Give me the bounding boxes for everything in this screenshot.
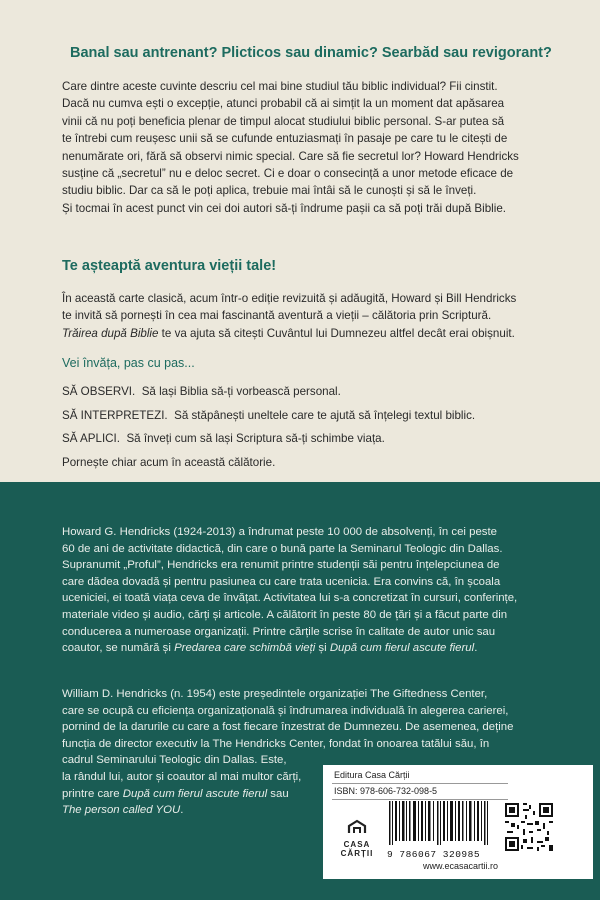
publisher-website: www.ecasacartii.ro <box>423 861 499 871</box>
item-text: Să lași Biblia să-ți vorbească personal. <box>141 385 341 398</box>
text-line: 60 de ani de activitate didactică, din care o bună parte la Seminarul Teologic din Dallas. <box>62 542 503 555</box>
book-title: Trăirea după Biblie <box>62 326 159 340</box>
text-line: funcția de director executiv la The Hendricks Center, fondat în onoarea tatălui său, în <box>62 737 490 750</box>
list-item <box>62 427 582 451</box>
learn-list <box>62 380 582 474</box>
text-line: cadrul Seminarului Teologic din Dallas. Este, <box>62 754 287 767</box>
text-span: . <box>474 642 478 655</box>
text-line: vinii că nu poți beneficia plenar de timpul alocat studiului biblic personal. S-ar putea să <box>62 114 505 128</box>
book-title: După cum fierul ascute fierul <box>329 642 475 655</box>
list-item <box>62 404 582 428</box>
text-span: sau <box>267 787 289 800</box>
text-line: materiale video și audio, cărți și articole. A călătorit în peste 80 de țări și a făcut parte din <box>62 608 508 621</box>
text-line: te întrebi cum reușesc unii să se cufunde entuziasmați în pasaje pe care tu le citești de <box>62 132 508 146</box>
logo-line: CĂRȚII <box>340 849 374 858</box>
text-line: studiu biblic. Dar ca să le poți aplica, trebuie mai întâi să le cunoști și să le înveți. <box>62 184 477 198</box>
text-line: susține că „secretul” nu e deloc secret. Ci e doar o consecință a unor metode eficace de <box>62 167 514 181</box>
text-span: printre care <box>62 787 123 800</box>
adventure-paragraph <box>62 290 582 342</box>
barcode <box>387 801 497 860</box>
text-line: Dacă nu cumva ești o excepție, atunci probabil că ai simțit la un moment dat apăsarea <box>62 97 505 111</box>
learn-subheading: Vei învăța, pas cu pas... <box>62 356 195 370</box>
text-line <box>62 640 587 657</box>
publisher-info <box>332 768 508 800</box>
text-line: Supranumit „Proful”, Hendricks era renumit printre studenții săi pentru înțelepciunea de <box>62 559 500 572</box>
text-line: la rândul lui, autor și coautor al mai multor cărți, <box>62 770 302 783</box>
item-label: SĂ OBSERVI. <box>62 385 136 398</box>
text-span: te va ajuta să citești Cuvântul lui Dumnezeu altfel decât erai obișnuit. <box>158 326 515 340</box>
text-line: Care dintre aceste cuvinte descriu cel mai bine studiul tău biblic individual? Fii cinstit. <box>62 80 498 93</box>
book-title: Predarea care schimbă vieți <box>174 642 316 655</box>
house-logo-icon <box>346 819 368 835</box>
text-line: te invită să pornești în cea mai fascinantă aventură a vieții – călătoria prin Scriptură. <box>62 309 492 323</box>
text-line: conducerea a numeroase organizații. Printre cărțile scrise în calitate de autor unic sau <box>62 625 496 638</box>
book-title: The person called YOU <box>62 804 181 817</box>
item-label: SĂ INTERPRETEZI. <box>62 408 168 422</box>
text-line: Howard G. Hendricks (1924-2013) a îndrumat peste 10 000 de absolvenți, în cei peste <box>62 526 497 538</box>
logo-line: CASA <box>343 840 371 849</box>
adventure-heading: Te așteaptă aventura vieții tale! <box>62 258 277 274</box>
publisher-logo <box>329 819 385 858</box>
text-span: . <box>180 804 184 817</box>
isbn-number: ISBN: 978-606-732-098-5 <box>332 784 508 800</box>
text-line: Și tocmai în acest punct vin cei doi autori să-ți îndrume pașii ca să poți trăi după Biblie. <box>62 201 507 215</box>
text-span: și <box>315 642 330 655</box>
list-item <box>62 380 582 404</box>
isbn-box <box>323 765 593 879</box>
item-text: Să înveți cum să lași Scriptura să-ți schimbe viața. <box>126 432 385 445</box>
item-text: Să stăpânești uneltele care te ajută să înțelegi textul biblic. <box>174 408 476 422</box>
text-line <box>62 325 582 342</box>
text-line: William D. Hendricks (n. 1954) este președintele organizației The Giftedness Center, <box>62 688 488 700</box>
intro-paragraph <box>62 78 582 217</box>
text-span: coautor, se numără și <box>62 642 175 655</box>
barcode-digits: 9 786067 320985 <box>387 849 481 860</box>
barcode-icon <box>387 801 497 845</box>
text-line: care se ocupă cu eficiența organizațională și îndrumarea individuală în alegerea carierei, <box>62 704 509 717</box>
closing-line: Pornește chiar acum în această călătorie. <box>62 455 276 469</box>
bio-howard <box>62 524 587 657</box>
book-title: După cum fierul ascute fierul <box>122 787 268 800</box>
text-line: uceniciei, ei toată viața ceva de învățat. Activitatea lui s-a concretizat în cursuri, conferințe, <box>62 592 518 605</box>
publisher-name: Editura Casa Cărții <box>332 768 508 784</box>
text-line: pornind de la darurile cu care a fost fiecare înzestrat de Dumnezeu. De asemenea, deține <box>62 721 514 734</box>
qr-code-icon <box>503 801 555 853</box>
text-line: care dădea dovadă și pentru pasiunea cu care trata ucenicia. Era convins că, în școala <box>62 575 501 588</box>
qr-code <box>503 801 555 853</box>
text-line: În această carte clasică, acum într-o ediție revizuită și adăugită, Howard și Bill Hendricks <box>62 292 517 305</box>
text-line: nenumărate ori, fără să observi nimic special. Care să fie secretul lor? Howard Hendricks <box>62 149 519 163</box>
intro-heading: Banal sau antrenant? Plicticos sau dinamic? Searbăd sau revigorant? <box>70 45 552 61</box>
item-label: SĂ APLICI. <box>62 432 120 445</box>
